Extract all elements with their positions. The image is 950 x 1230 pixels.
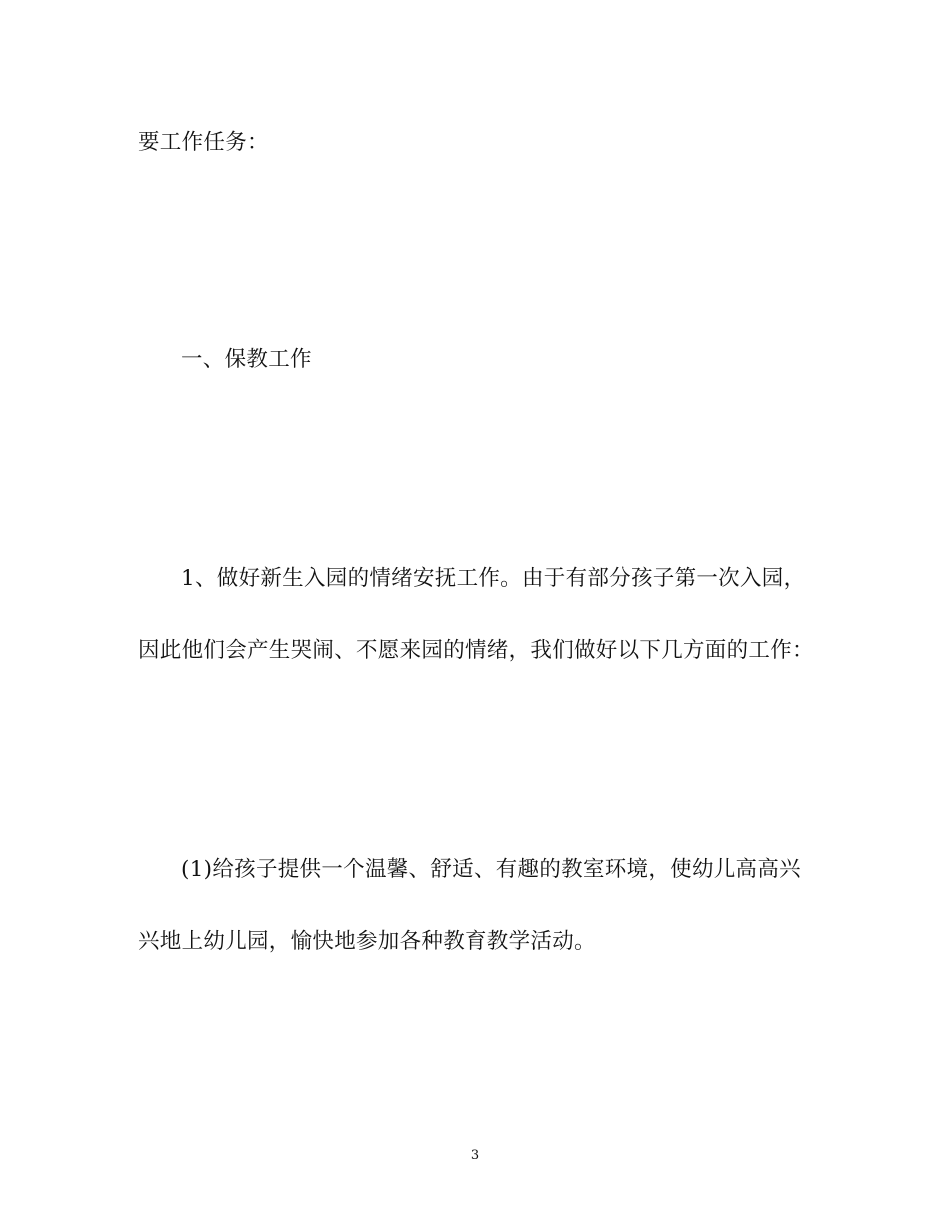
text-line-continuation: 要工作任务： — [138, 130, 269, 155]
paragraph-1-line-1: 1、做好新生入园的情绪安抚工作。由于有部分孩子第一次入园， — [181, 566, 806, 591]
paragraph-2-line-1: (1)给孩子提供一个温馨、舒适、有趣的教室环境，使幼儿高高兴 — [181, 857, 801, 882]
paragraph-1-line-2: 因此他们会产生哭闹、不愿来园的情绪，我们做好以下几方面的工作： — [138, 638, 814, 663]
paragraph-2-line-2: 兴地上幼儿园，愉快地参加各种教育教学活动。 — [138, 929, 596, 954]
section-heading: 一、保教工作 — [181, 347, 312, 372]
page-number: 3 — [470, 1148, 480, 1163]
